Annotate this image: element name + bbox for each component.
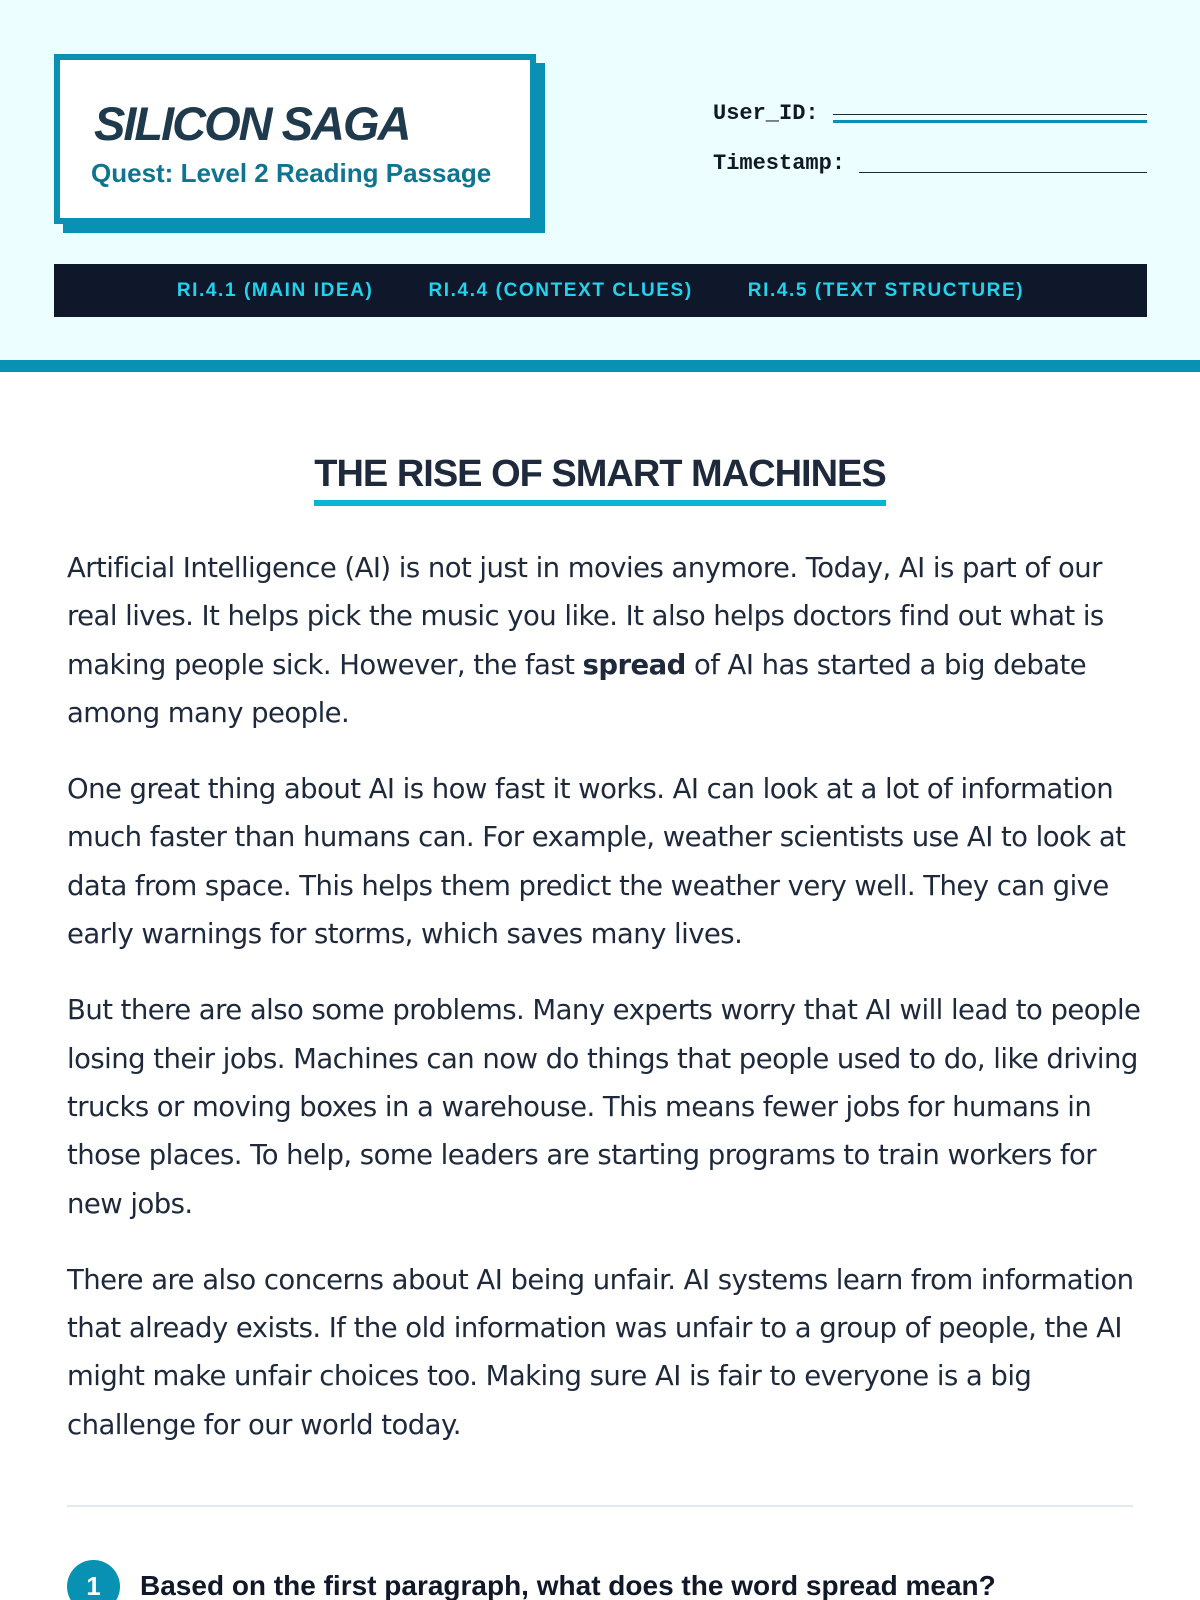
paragraph-3: But there are also some problems. Many experts worry that AI will lead to people losing their jobs. Machines can now do things that people used to do, like driving trucks or moving boxes in a warehouse. This means fewer jobs for humans in those places. To help, some leaders are starting programs to train workers for new jobs. — [67, 994, 1141, 1220]
paragraph-4: There are also concerns about AI being unfair. AI systems learn from information that already exists. If the old information was unfair to a group of people, the AI might make unfair choices too. Making sure AI is fair to everyone is a big challenge for our world today. — [67, 1263, 1134, 1441]
user-id-field[interactable] — [713, 98, 1147, 128]
question-text-end: mean? — [897, 1570, 996, 1600]
vocab-word-spread: spread — [582, 648, 686, 681]
user-id-line[interactable] — [833, 120, 1147, 123]
brand-title: SILICON SAGA — [94, 97, 410, 150]
brand-box — [54, 54, 536, 224]
timestamp-field[interactable] — [713, 148, 1147, 178]
question-text-start: Based on the first paragraph, what does the word — [140, 1570, 806, 1600]
standards-bar — [54, 264, 1147, 317]
paragraph-1 — [67, 544, 1152, 737]
paragraph-2: One great thing about AI is how fast it works. AI can look at a lot of information much faster than humans can. For example, weather scientists use AI to look at data from space. This helps them predict the weather very well. They can give early warnings for storms, which saves many lives. — [67, 773, 1126, 951]
timestamp-line[interactable] — [859, 172, 1147, 173]
user-id-label: User_ID: — [713, 101, 819, 126]
paragraph-1-end: of AI has started a big debate among many people. — [67, 648, 1087, 729]
worksheet-header — [0, 0, 1200, 372]
passage-title-text: THE RISE OF SMART MACHINES — [314, 453, 885, 506]
section-divider — [67, 1505, 1133, 1507]
question-number-badge: 1 — [67, 1560, 120, 1600]
standard-context-clues: RI.4.4 (CONTEXT CLUES) — [428, 279, 693, 301]
standard-text-structure: RI.4.5 (TEXT STRUCTURE) — [747, 279, 1025, 301]
timestamp-label: Timestamp: — [713, 151, 846, 176]
question-1 — [67, 1560, 1167, 1600]
brand-subtitle: Quest: Level 2 Reading Passage — [91, 158, 492, 188]
reading-passage — [67, 544, 1152, 1477]
standard-main-idea: RI.4.1 (MAIN IDEA) — [176, 279, 374, 301]
paragraph-1-start: Artificial Intelligence (AI) is not just in movies anymore. Today, AI is part of our real lives. It helps pick the music you like. It also helps doctors find out what is making people sick. However, the fast — [67, 552, 1104, 681]
question-text — [140, 1570, 996, 1600]
passage-title — [0, 453, 1200, 506]
question-vocab-word: spread — [805, 1570, 898, 1600]
